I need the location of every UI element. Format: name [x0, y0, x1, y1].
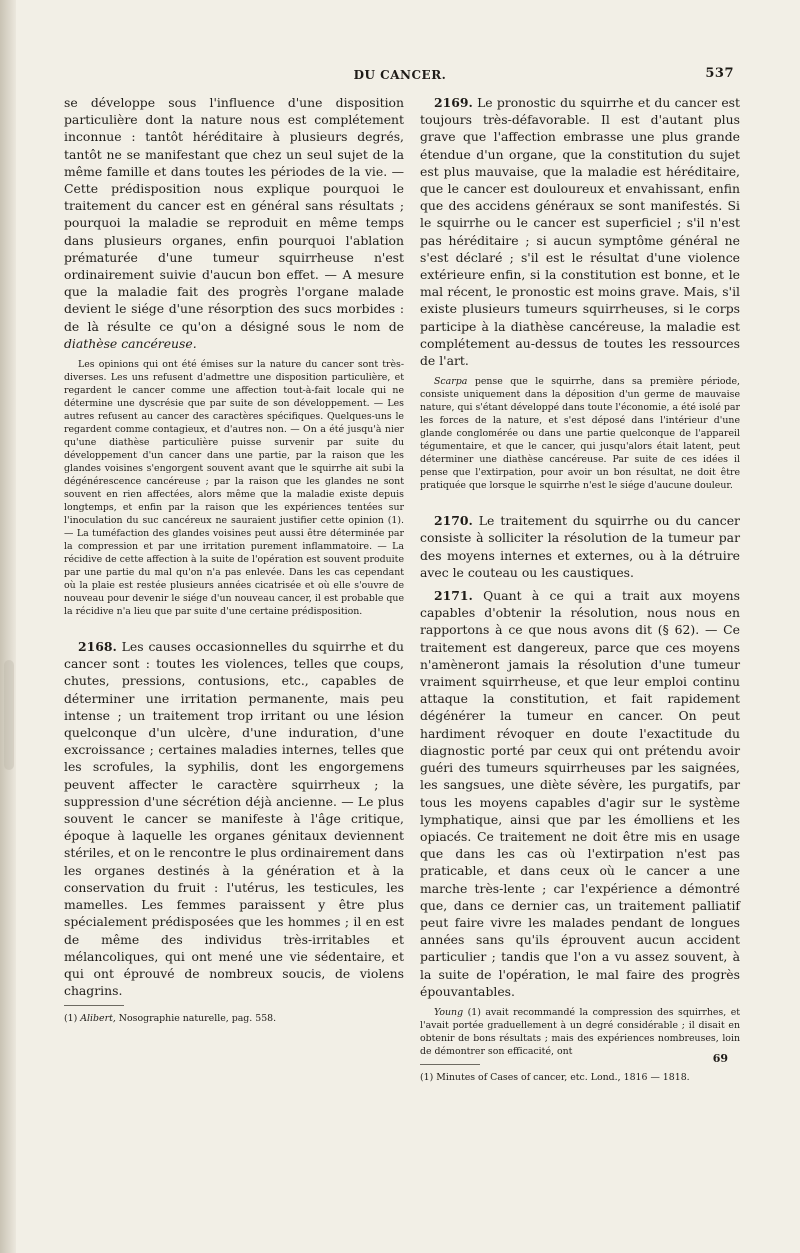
- paragraph-text: Le traitement du squirrhe ou du cancer consiste à solliciter la résolution de la tumeur par des moyens internes et externes, ou à la détruire avec le couteau ou les caustiques.: [420, 513, 740, 580]
- opinions-note: Les opinions qui ont été émises sur la nature du cancer sont très-diverses. Les uns refusent d'admettre une disposition particulière, et regardent le cancer comme une affection tout-à-fait locale qui ne détermine une dyscrésie que par suite de son développement. — Les autres refusent au cancer des caractères spécifiques. Quelques-uns le regardent comme contagieux, et d'autres non. — On a été jusqu'à nier qu'une diathèse particulière puisse survenir par suite du développement d'un cancer dans une partie, par la raison que les glandes voisines s'engorgent souvent avant que le squirrhe ait subi la dégénérescence cancéreuse ; par la raison que les glandes ne sont souvent en rien affectées, alors même que la maladie existe depuis longtemps, et enfin par la raison que les expériences tentées sur l'inoculation du suc cancéreux ne sauraient justifier cette opinion (1). — La tuméfaction des glandes voisines peut aussi être déterminée par la compression et par une irritation purement inflammatoire. — La récidive de cette affection à la suite de l'opération est souvent produite par une partie du mal qu'on n'a pas enlevée. Dans les cas cependant où la plaie est restée plusieurs années cicatrisée et où elle s'ouvre de nouveau pour devenir le siége d'un nouveau cancer, il est probable que la récidive n'a lieu que par suite d'une certaine prédisposition.: [64, 359, 404, 618]
- signature-mark: 69: [712, 1052, 728, 1065]
- footnote-number: (1): [420, 1071, 434, 1083]
- paragraph-number: 2171.: [434, 588, 473, 604]
- note-author: Young: [434, 1006, 464, 1018]
- paragraph-number: 2170.: [434, 513, 473, 529]
- intro-paragraph: [64, 94, 404, 352]
- page-header: [0, 62, 800, 86]
- paragraph-text: Les causes occasionnelles du squirrhe et du cancer sont : toutes les violences, telles que coups, chutes, pressions, contusions, etc., capables de déterminer une irritation permanente, mais peu intense ; un traitement trop irritant ou une lésion quelconque d'un ulcère, d'une induration, d'une excroissance ; certaines maladies internes, telles que les scrofules, la syphilis, dont les engorgemens peuvent affecter le caractère squirrheux ; la suppression d'une sécrétion déjà ancienne. — Le plus souvent le cancer se manifeste à l'âge critique, époque à laquelle les organes génitaux deviennent stériles, et on le rencontre le plus ordinairement dans les organes destinés à la génération et à la conservation du fruit : l'utérus, les testicules, les mamelles. Les femmes paraissent y être plus spécialement prédisposées que les hommes ; il en est de même des individus très-irritables et mélancoliques, qui ont mené une vie sédentaire, et qui ont éprouvé de nombreux soucis, de violens chagrins.: [64, 639, 404, 999]
- paragraph-text: Quant à ce qui a trait aux moyens capables d'obtenir la résolution, nous nous en rapportons à ce que nous avons dit (§ 62). — Ce traitement est dangereux, parce que ces moyens n'amèneront jamais la résolution d'une tumeur vraiment squirrheuse, et que leur emploi continu attaque la constitution, et fait rapidement dégénérer la tumeur en cancer. On peut hardiment révoquer en doute l'exactitude du diagnostic porté par ceux qui ont prétendu avoir guéri des tumeurs squirrheuses par les saignées, les sangsues, une diète sévère, les purgatifs, par tous les moyens capables d'agir sur le système lymphatique, ainsi que par les émolliens et les opiacés. Ce traitement ne doit être mis en usage que dans les cas où l'extirpation n'est pas praticable, et dans ceux où le cancer a une marche très-lente ; car l'expérience a démontré que, dans ce dernier cas, un traitement palliatif peut faire vivre les malades pendant de longues années sans qu'ils éprouvent aucun accident particulier ; tandis que l'on a vu assez souvent, à la suite de l'opération, le mal faire des progrès épouvantables.: [420, 588, 740, 999]
- paragraph-2171: [420, 587, 740, 1000]
- page-gutter-shadow: [0, 0, 16, 1253]
- footnote-rule: [64, 1005, 124, 1006]
- spacer: [420, 498, 740, 512]
- scarpa-note: [420, 375, 740, 492]
- left-column: [64, 94, 404, 1031]
- note-text: avait recommandé la compression des squirrhes, et l'avait portée graduellement à un degré considérable ; il disait en obtenir de bons résultats ; mais des expériences nombreuses, loin de démontrer son efficacité, ont: [420, 1006, 741, 1057]
- footnote-rule: [420, 1064, 480, 1065]
- right-column: [420, 94, 740, 1090]
- footnote-number: (1): [64, 1013, 78, 1025]
- spacer: [64, 624, 404, 638]
- footnote-text: Minutes of Cases of cancer, etc. Lond., 1816 — 1818.: [436, 1071, 690, 1083]
- intro-text: se développe sous l'influence d'une disposition particulière dont la nature nous est complétement inconnue : tantôt héréditaire à plusieurs degrés, tantôt ne se manifestant que chez un seul sujet de la même famille et dans toutes les périodes de la vie. — Cette prédisposition nous explique pourquoi le traitement du cancer est en général sans résultats ; pourquoi la maladie se reproduit en même temps dans plusieurs organes, enfin pourquoi l'ablation prématurée d'une tumeur squirrheuse n'est ordinairement suivie d'aucun bon effet. — A mesure que la maladie fait des progrès l'organe malade devient le siége d'une résorption des sucs morbides : de là résulte ce qu'on a désigné sous le nom de: [64, 95, 404, 334]
- note-author: Scarpa: [434, 376, 468, 388]
- young-note: [420, 1006, 740, 1058]
- paragraph-text: Le pronostic du squirrhe et du cancer est toujours très-défavorable. Il est d'autant plus grave que l'affection embrasse une plus grande étendue d'un organe, que la constitution du sujet est plus mauvaise, que la maladie est héréditaire, que le cancer est douloureux et envahissant, enfin que des accidens généraux se sont manifestés. Si le squirrhe ou le cancer est superficiel ; s'il n'est pas héréditaire ; si aucun symptôme général ne s'est déclaré ; s'il est le résultat d'une violence extérieure enfin, si la constitution est bonne, et le mal récent, le pronostic est moins grave. Mais, s'il existe plusieurs tumeurs squirrheuses, si le corps participe à la diathèse cancéreuse, la maladie est complétement au-dessus de toutes les ressources de l'art.: [420, 95, 740, 369]
- note-text: pense que le squirrhe, dans sa première période, consiste uniquement dans la déposition d'un germe de mauvaise nature, qui s'étant développé dans toute l'économie, a été isolé par les forces de la nature, et s'est déposé dans l'intérieur d'une glande conglomérée ou dans une partie quelconque de l'appareil tégumentaire, et que le cancer, qui jusqu'alors était latent, peut déterminer une diathèse cancéreuse. Par suite de ces idées il pense que l'extirpation, pour avoir un bon résultat, ne doit être pratiquée que lorsque le squirrhe n'est le siége d'aucune douleur.: [420, 376, 741, 492]
- paragraph-2170: [420, 512, 740, 581]
- paragraph-2168: [64, 638, 404, 999]
- footnote-text: Nosographie naturelle, pag. 558.: [118, 1013, 277, 1025]
- page-number: 537: [705, 66, 734, 81]
- paragraph-number: 2169.: [434, 95, 473, 110]
- paragraph-number: 2168.: [78, 639, 117, 655]
- footnote: [64, 1012, 404, 1025]
- page-stain: [4, 660, 14, 770]
- paragraph-2169: [420, 94, 740, 369]
- footnote-author: Alibert,: [80, 1013, 116, 1025]
- note-ref: (1): [467, 1006, 481, 1018]
- running-head: DU CANCER.: [353, 68, 447, 82]
- diathesis-term: diathèse cancéreuse.: [64, 335, 197, 351]
- footnote: [420, 1071, 740, 1084]
